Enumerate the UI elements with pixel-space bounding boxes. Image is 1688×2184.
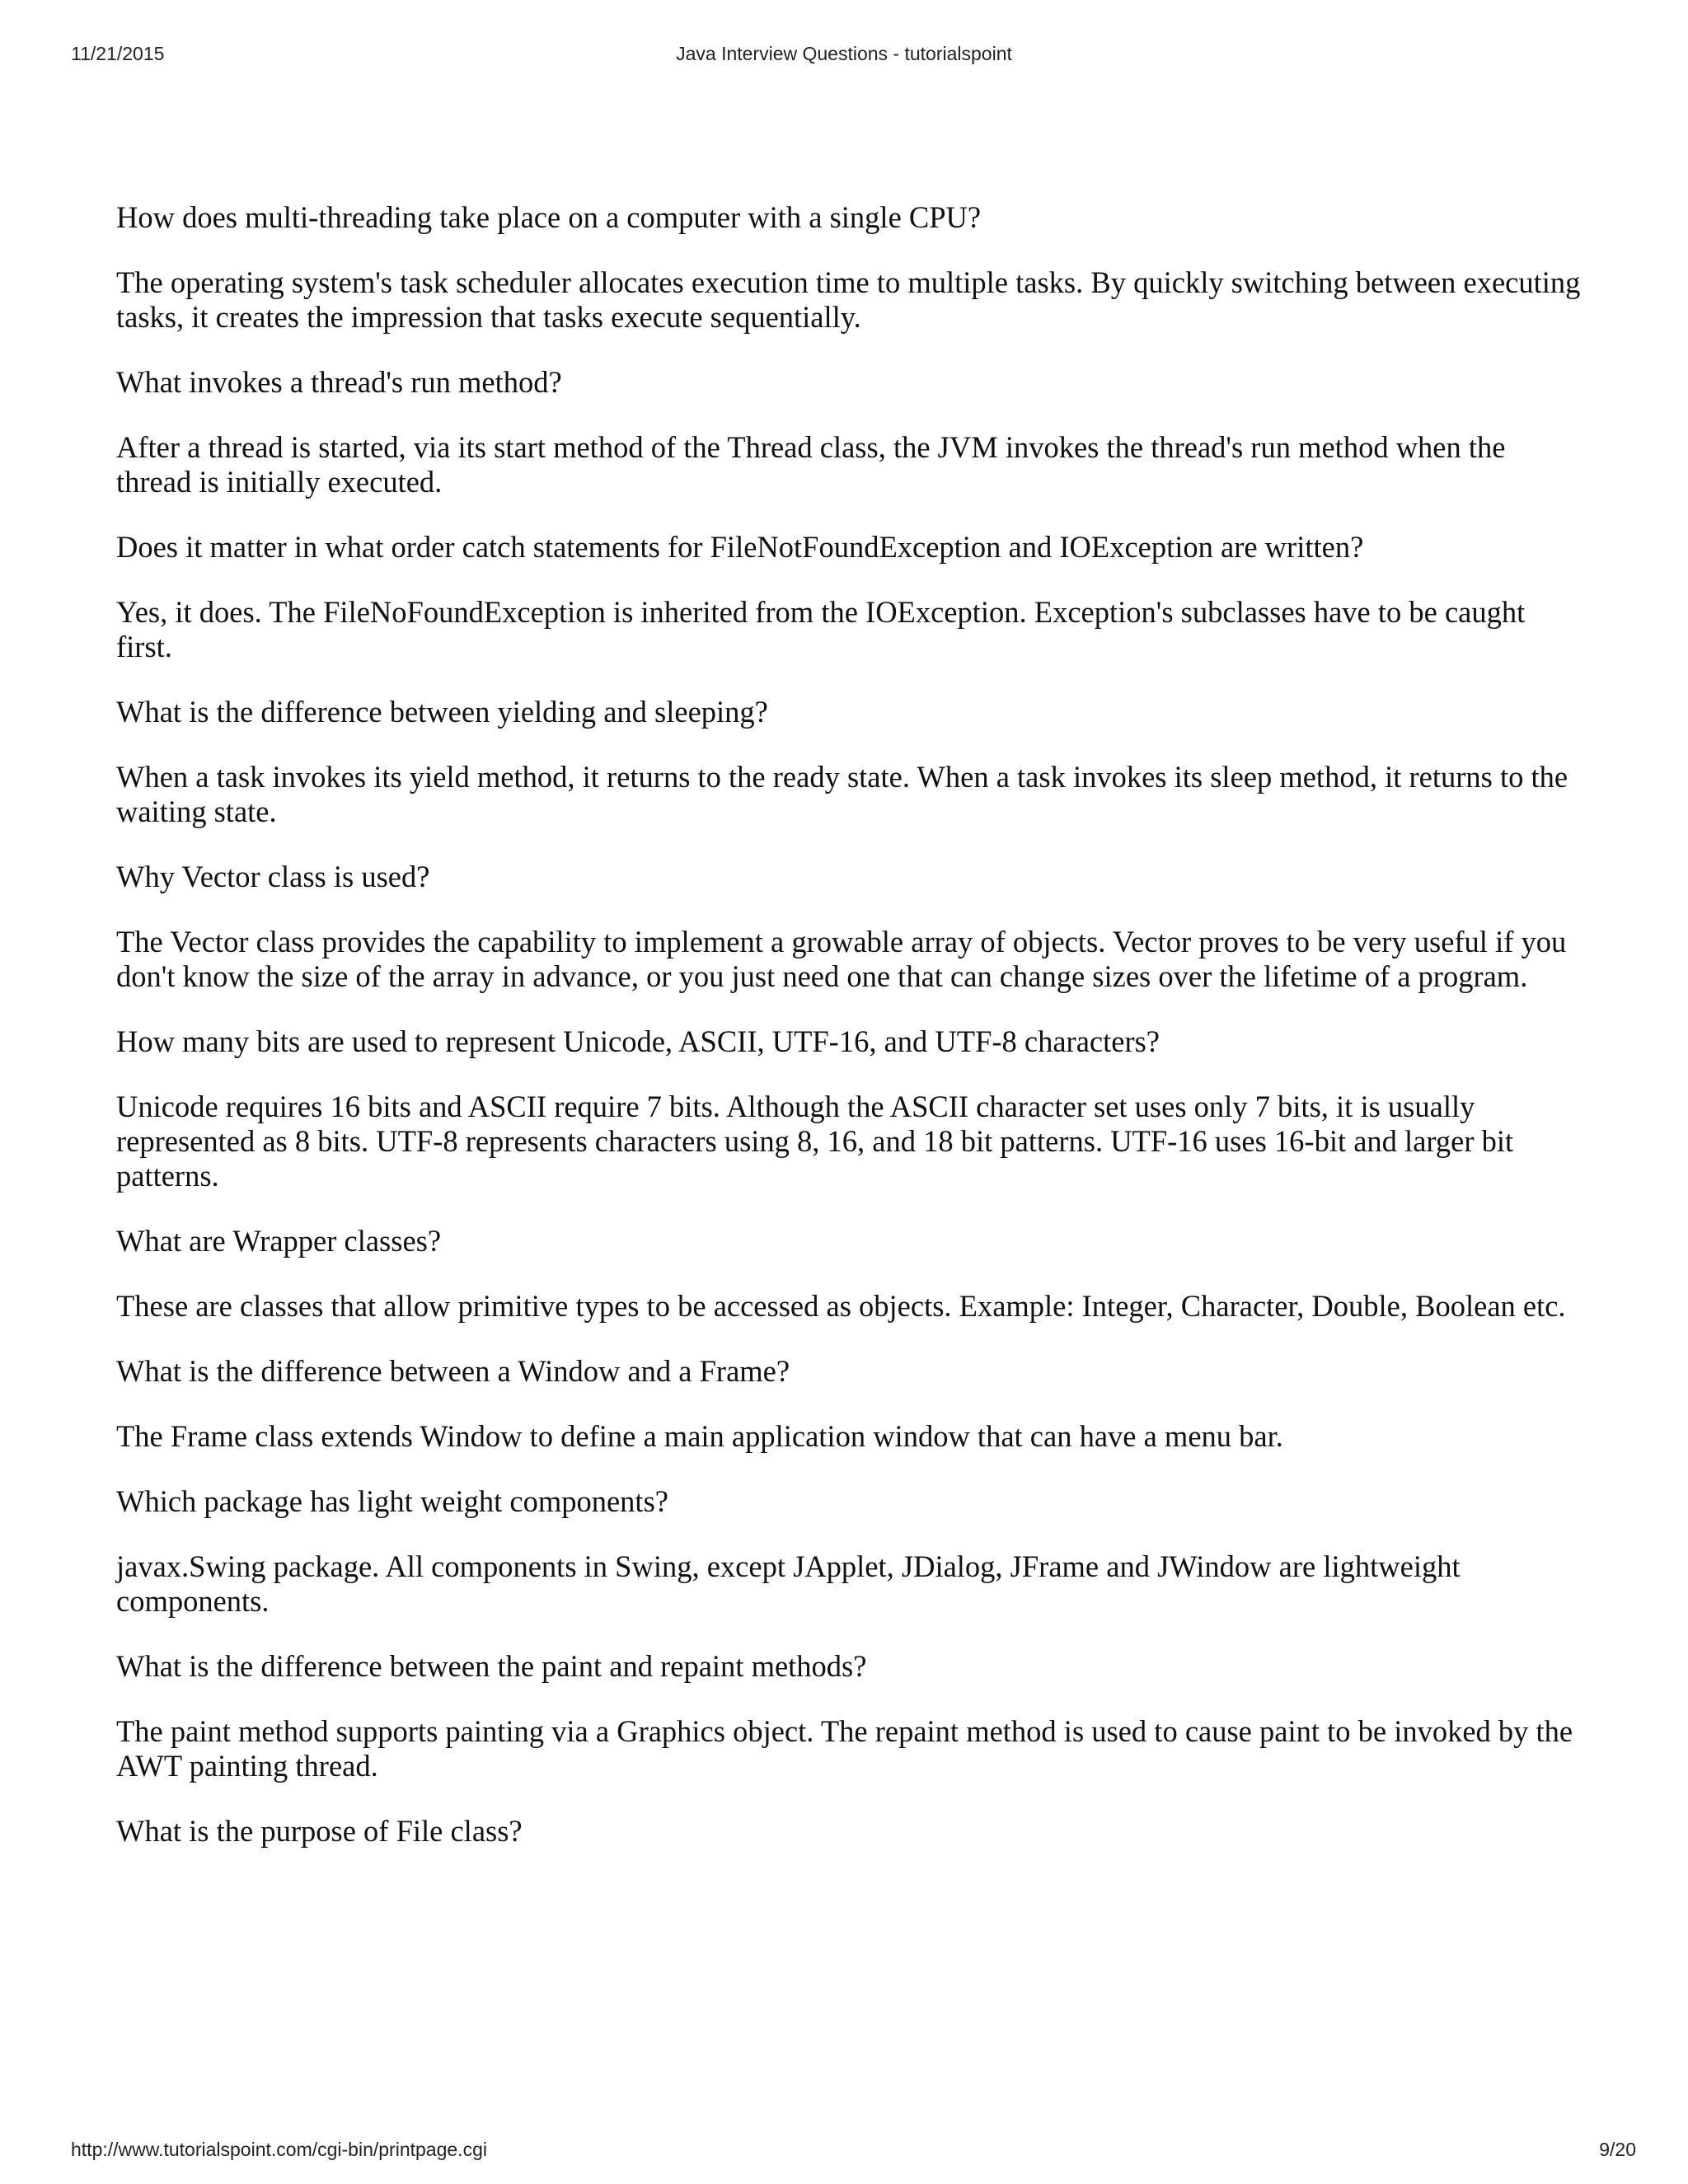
header-date: 11/21/2015: [71, 43, 165, 64]
answer-text: The Frame class extends Window to define a main application window that can have a menu bar.: [116, 1419, 1283, 1453]
qa-content: [116, 200, 1583, 1879]
answer-text: Yes, it does. The FileNoFoundException is inherited from the IOException. Exception's subclasses have to be caught first.: [116, 595, 1526, 663]
question-text: What are Wrapper classes?: [116, 1224, 442, 1258]
footer-page-number: 9/20: [1599, 2139, 1636, 2160]
answer-text: When a task invokes its yield method, it returns to the ready state. When a task invokes its sleep method, it returns to the waiting state.: [116, 760, 1568, 828]
answer-text: The operating system's task scheduler allocates execution time to multiple tasks. By quickly switching between executing tasks, it creates the impression that tasks execute sequentially.: [116, 265, 1581, 334]
answer-text: The Vector class provides the capability to implement a growable array of objects. Vector proves to be very useful if you don't know the size of the array in advance, or you just need one that can change sizes over the lifetime of a program.: [116, 925, 1567, 993]
question-text: How many bits are used to represent Unicode, ASCII, UTF-16, and UTF-8 characters?: [116, 1024, 1160, 1058]
question-text: What is the difference between a Window and a Frame?: [116, 1354, 790, 1388]
question-text: Does it matter in what order catch statements for FileNotFoundException and IOException are written?: [116, 530, 1364, 564]
answer-text: After a thread is started, via its start method of the Thread class, the JVM invokes the thread's run method when the thread is initially executed.: [116, 430, 1506, 499]
footer-url: http://www.tutorialspoint.com/cgi-bin/printpage.cgi: [71, 2139, 487, 2160]
question-text: Why Vector class is used?: [116, 860, 430, 893]
answer-text: Unicode requires 16 bits and ASCII require 7 bits. Although the ASCII character set uses only 7 bits, it is usually represented as 8 bits. UTF-8 represents characters using 8, 16, and 18 bit patterns. UTF-16 uses 16-bit and larger bit patterns.: [116, 1090, 1514, 1193]
question-text: Which package has light weight components?: [116, 1484, 668, 1518]
question-text: How does multi-threading take place on a computer with a single CPU?: [116, 200, 982, 234]
question-text: What invokes a thread's run method?: [116, 365, 562, 399]
answer-text: javax.Swing package. All components in Swing, except JApplet, JDialog, JFrame and JWindow are lightweight components.: [116, 1549, 1461, 1618]
question-text: What is the difference between yielding and sleeping?: [116, 695, 768, 729]
header-title: Java Interview Questions - tutorialspoint: [676, 43, 1012, 64]
question-text: What is the purpose of File class?: [116, 1814, 523, 1848]
answer-text: The paint method supports painting via a Graphics object. The repaint method is used to cause paint to be invoked by the AWT painting thread.: [116, 1714, 1573, 1783]
answer-text: These are classes that allow primitive types to be accessed as objects. Example: Integer, Character, Double, Boolean etc.: [116, 1289, 1566, 1323]
question-text: What is the difference between the paint and repaint methods?: [116, 1649, 867, 1683]
